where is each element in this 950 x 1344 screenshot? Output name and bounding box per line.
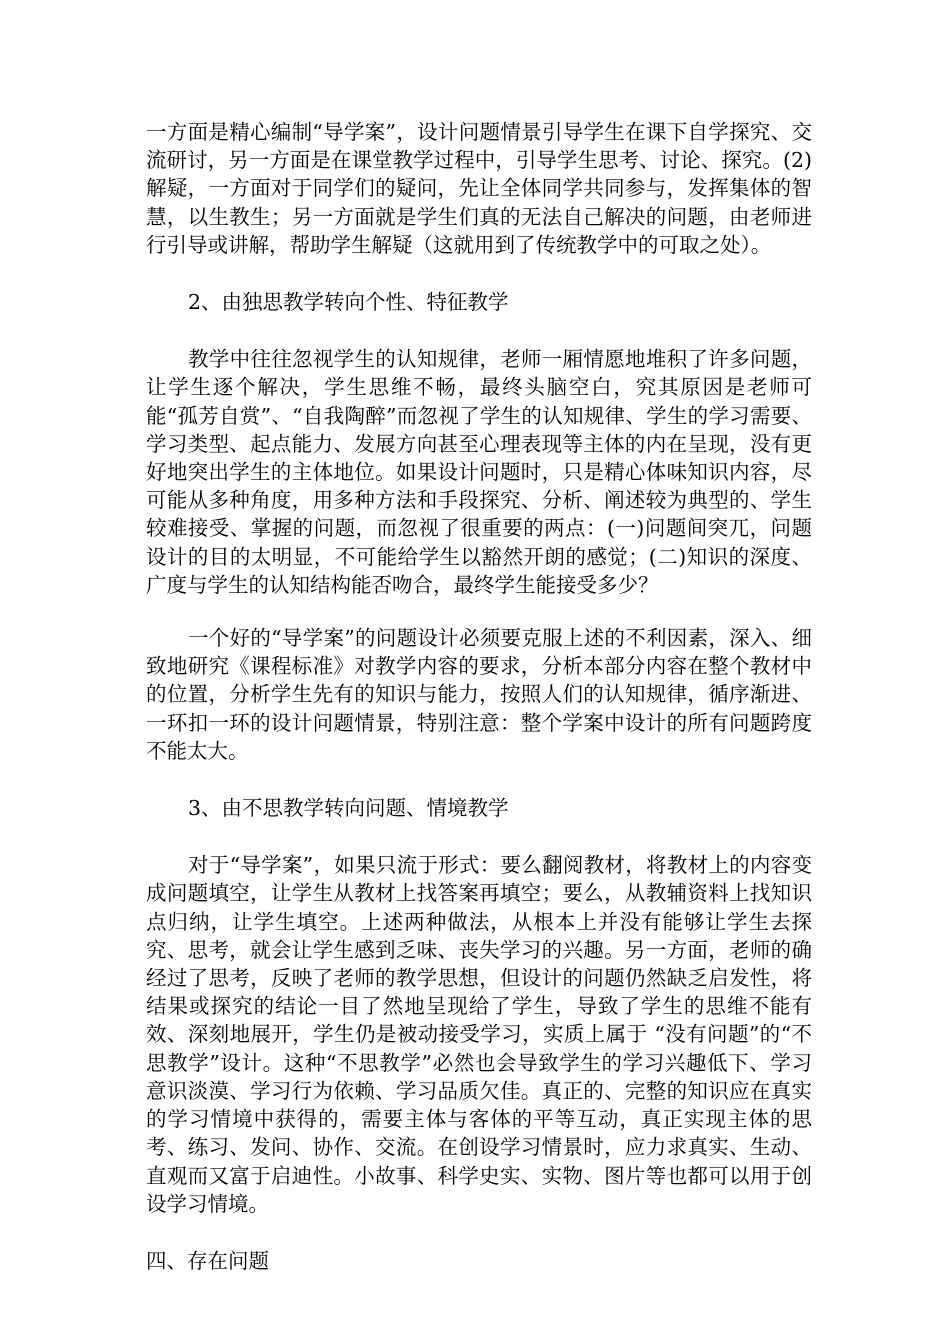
section-heading-4: 四、存在问题: [146, 1248, 269, 1273]
paragraph: 一个好的“导学案”的问题设计必须要克服上述的不利因素，深入、细致地研究《课程标准》对教学内容的要求，分析本部分内容在整个教材中的位置，分析学生先有的知识与能力，按照人们的认知规律，循序渐进、一环扣一环的设计问题情景，特别注意：整个学案中设计的所有问题跨度不能太大。: [146, 626, 812, 763]
paragraph: 对于“导学案”，如果只流于形式：要么翻阅教材，将教材上的内容变成问题填空，让学生从教材上找答案再填空；要么，从教辅资料上找知识点归纳，让学生填空。上述两种做法，从根本上并没有能够让学生去探究、思考，就会让学生感到乏味、丧失学习的兴趣。另一方面，老师的确经过了思考，反映了老师的教学思想，但设计的问题仍然缺乏启发性，将结果或探究的结论一目了然地呈现给了学生，导致了学生的思维不能有效、深刻地展开，学生仍是被动接受学习，实质上属于 “没有问题”的“不思教学”设计。这种“不思教学”必然也会导致学生的学习兴趣低下、学习意识淡漠、学习行为依赖、学习品质欠佳。真正的、完整的知识应在真实的学习情境中获得的，需要主体与客体的平等互动，真正实现主体的思考、练习、发问、协作、交流。在创设学习情景时，应力求真实、生动、直观而又富于启迪性。小故事、科学史实、实物、图片等也都可以用于创设学习情境。: [146, 853, 812, 1216]
section-heading-3: 3、由不思教学转向问题、情境教学: [188, 796, 509, 821]
paragraph-continuation: 一方面是精心编制“导学案”，设计问题情景引导学生在课下自学探究、交流研讨，另一方面是在课堂教学过程中，引导学生思考、讨论、探究。(2)解疑，一方面对于同学们的疑问，先让全体同学共同参与，发挥集体的智慧，以生教生；另一方面就是学生们真的无法自己解决的问题，由老师进行引导或讲解，帮助学生解疑（这就用到了传统教学中的可取之处）。: [146, 120, 812, 257]
section-heading-2: 2、由独思教学转向个性、特征教学: [188, 290, 509, 315]
paragraph: 教学中往往忽视学生的认知规律，老师一厢情愿地堆积了许多问题，让学生逐个解决，学生思维不畅，最终头脑空白，究其原因是老师可能“孤芳自赏”、“自我陶醉”而忽视了学生的认知规律、学生的学习需要、学习类型、起点能力、发展方向甚至心理表现等主体的内在呈现，没有更好地突出学生的主体地位。如果设计问题时，只是精心体味知识内容，尽可能从多种角度，用多种方法和手段探究、分析、阐述较为典型的、学生较难接受、掌握的问题，而忽视了很重要的两点：(一)问题间突兀，问题设计的目的太明显，不可能给学生以豁然开朗的感觉；(二)知识的深度、广度与学生的认知结构能否吻合，最终学生能接受多少？: [146, 347, 812, 597]
document-body: [146, 118, 812, 1275]
